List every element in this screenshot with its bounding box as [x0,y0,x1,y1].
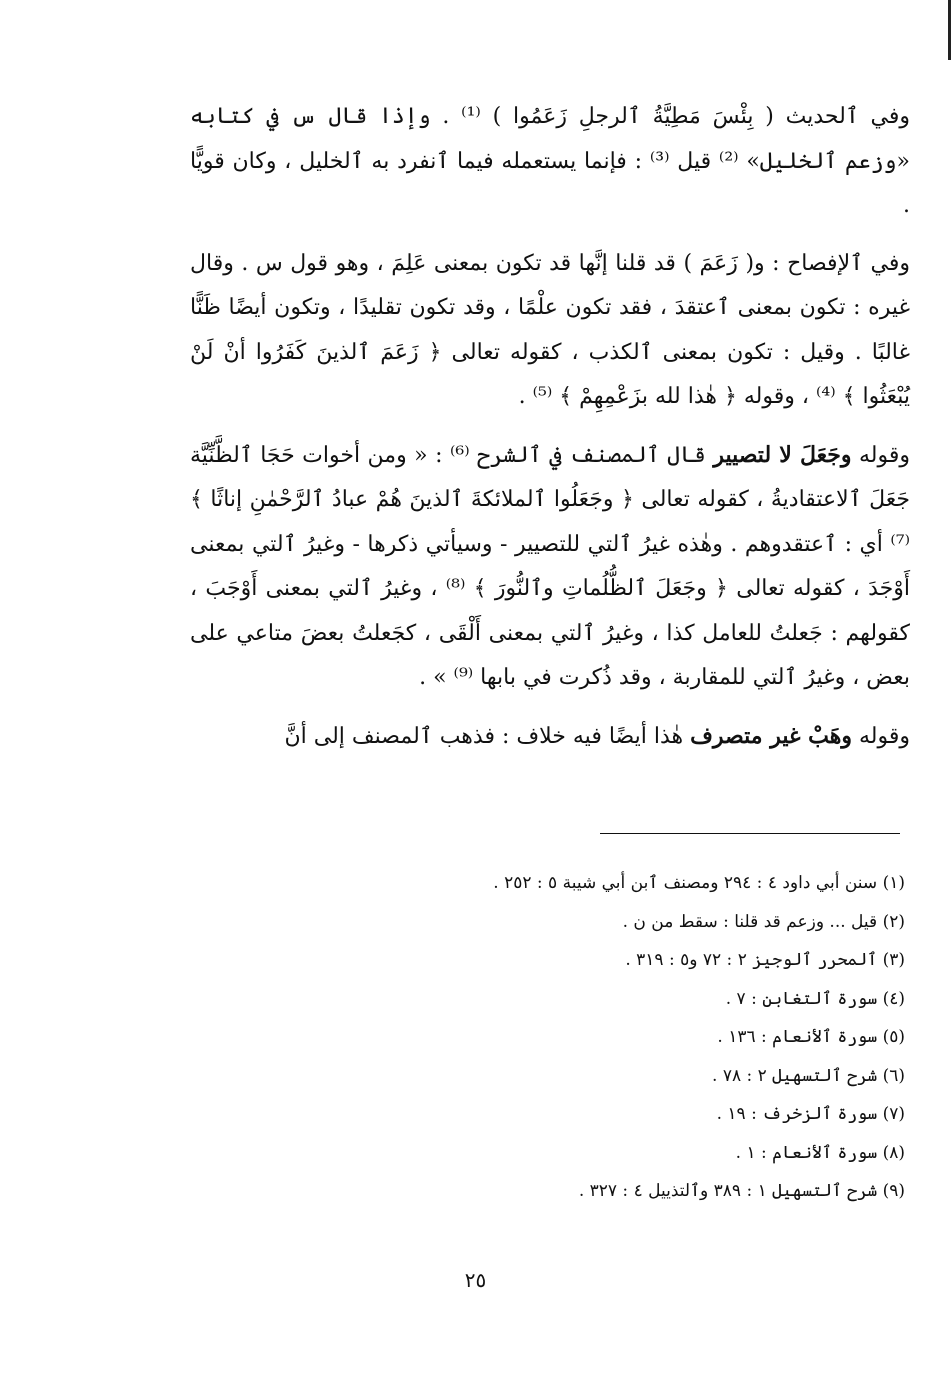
footnote-3: (٣) ٱلمحرر ٱلوجيز ٢ : ٧٢ و٥ : ٣١٩ . [625,950,905,970]
paragraph-3-lead: وقوله [858,442,910,468]
footnote-8: (٨) سورة ٱلأنعام : ١ . [735,1142,905,1163]
paragraph-4-text: هٰذا أيضًا فيه خلاف : فذهب ٱلمصنف إلى أنَّ [284,723,684,749]
footnote-1: (١) سنن أبي داود ٤ : ٢٩٤ ومصنف ٱبن أبي شيبة ٥ : ٢٥٢ . [493,873,905,893]
paragraph-1 [190,95,910,229]
main-text [190,95,910,772]
page-number: ٢٥ [464,1268,487,1292]
paragraph-2-text: وفي ٱلإفصاح : و( زَعَمَ ) قد قلنا إنَّها قد تكون بمعنى عَلِمَ ، وهو قول س . وقال غيره : تكون بمعنى ٱعتقدَ ، فقد تكون علْمًا ، وقد تكون تقليدًا ، وتكون أيضًا ظَنًّا غالبًا . وقيل : تكون بمعنى ٱلكذب ، كقوله تعالى ﴿ زَعَمَ ٱلذينَ كَفَرُوا أنْ لَنْ يُبْعَثُوا ﴾ ⁽⁴⁾ ، وقوله ﴿ هٰذا لله بزَعْمِهِمْ ﴾ ⁽⁵⁾ . [190,250,910,409]
footnote-4: (٤) سورة ٱلتغابن : ٧ . [725,988,905,1009]
paragraph-3-keyword: وجَعَلَ لا لتصيير [713,441,852,468]
paragraph-4 [190,714,910,760]
footnote-7: (٧) سورة ٱلزخرف : ١٩ . [716,1104,905,1124]
footnote-5: (٥) سورة ٱلأنعام : ١٣٦ . [717,1027,905,1047]
paragraph-4-lead: وقوله [858,723,910,749]
paragraph-3 [190,433,910,701]
footnote-2: (٢) قيل ... وزعم قد قلنا : سقط من ن . [622,911,905,932]
footnotes [300,864,905,1211]
paragraph-2 [190,242,910,420]
footnote-6: (٦) شرح ٱلتسهيل ٢ : ٧٨ . [712,1065,905,1086]
footnote-separator [600,833,900,834]
footnote-9: (٩) شرح ٱلتسهيل ١ : ٣٨٩ وٱلتذييل ٤ : ٣٢٧ . [578,1181,905,1201]
paragraph-4-keyword: وهَبْ غير متصرف [690,722,852,749]
paragraph-1-text: وفي ٱلحديث ( بِئْسَ مَطِيَّةُ ٱلرجلِ زَعَمُوا ) ⁽¹⁾ . وإذا قال س في كتابه «وزعم ٱلخليل» ⁽²⁾ قيل ⁽³⁾ : فإنما يستعمله فيما ٱنفرد به ٱلخليل ، وكان قويًّا . [190,104,910,218]
paragraph-3-text: قال ٱلمصنف في ٱلشرح ⁽⁶⁾ : « ومن أخوات حَجَا ٱلظَّنِّيَّة جَعَلَ ٱلاعتقاديةُ ، كقوله تعالى ﴿ وجَعَلُوا ٱلملائكةَ ٱلذينَ هُمْ عبادُ ٱلرَّحْمٰنِ إناثًا ﴾ ⁽⁷⁾ أي : ٱعتقدوهم . وهٰذه غيرُ ٱلتي للتصيير - وسيأتي ذكرها - وغيرُ ٱلتي بمعنى أَوْجَدَ ، كقوله تعالى ﴿ وجَعَلَ ٱلظُّلُماتِ وٱلنُّورَ ﴾ ⁽⁸⁾ ، وغيرُ ٱلتي بمعنى أَوْجَبَ ، كقولهم : جَعلتُ للعامل كذا ، وغيرُ ٱلتي بمعنى أَلْقَى ، كجَعلتُ بعضَ متاعي على بعض ، وغيرُ ٱلتي للمقاربة ، وقد ذُكرت في بابها ⁽⁹⁾ » . [190,442,910,690]
